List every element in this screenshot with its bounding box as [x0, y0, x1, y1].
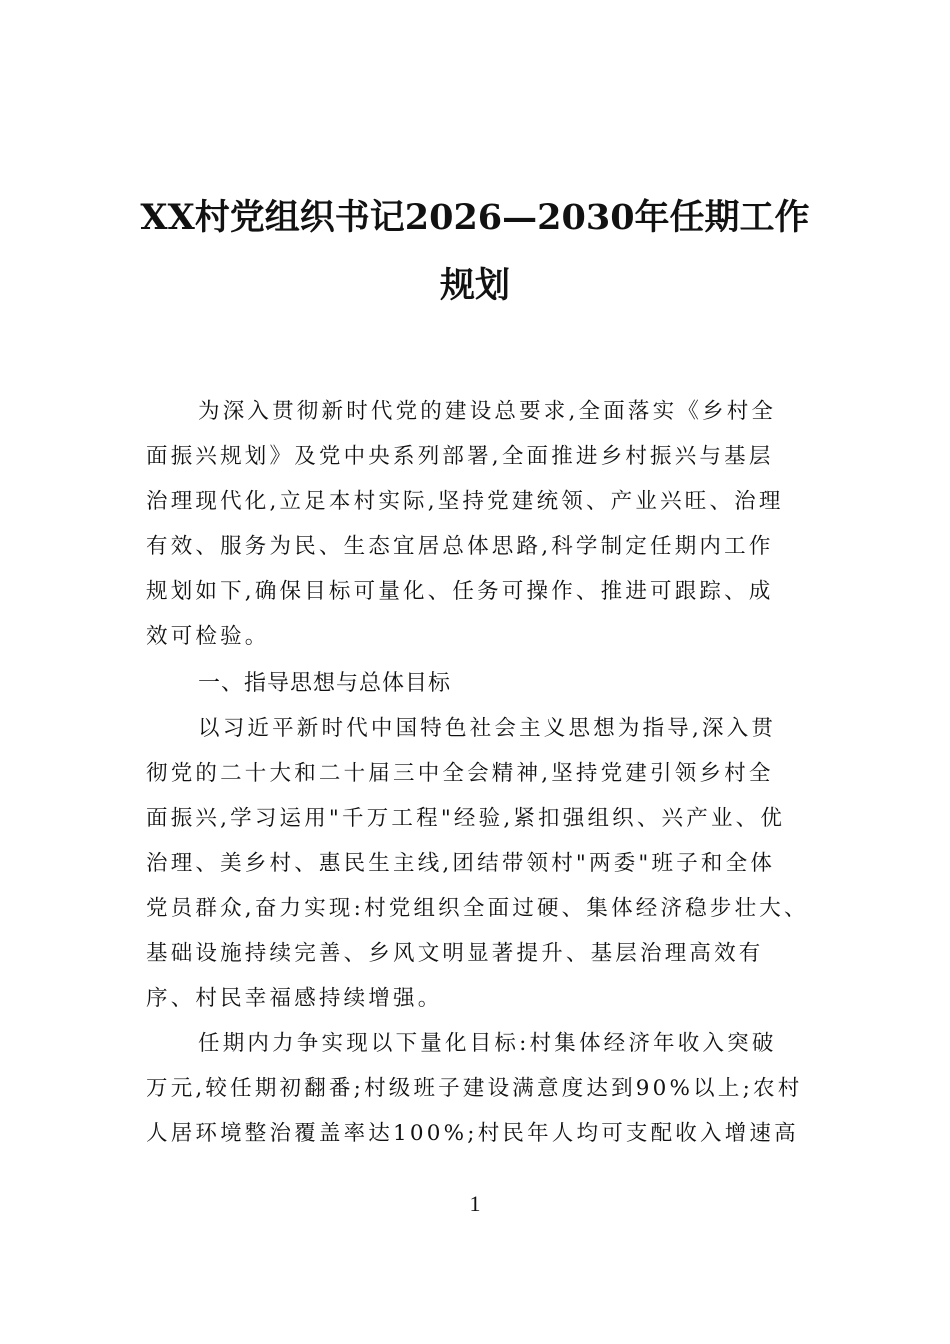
paragraph-line: 治理、美乡村、惠民生主线,团结带领村"两委"班子和全体 [146, 851, 776, 876]
paragraph-line: 任期内力争实现以下量化目标:村集体经济年收入突破 [198, 1031, 777, 1056]
document-title-line-2: 规划 [439, 265, 510, 306]
paragraph-line: 为深入贯彻新时代党的建设总要求,全面落实《乡村全 [198, 399, 777, 424]
paragraph-line: 彻党的二十大和二十届三中全会精神,坚持党建引领乡村全 [146, 761, 774, 786]
section-heading: 一、指导思想与总体目标 [198, 671, 452, 696]
paragraph-line: 万元,较任期初翻番;村级班子建设满意度达到90%以上;农村 [146, 1076, 803, 1101]
paragraph-line: 序、村民幸福感持续增强。 [146, 986, 443, 1011]
paragraph-line: 面振兴,学习运用"千万工程"经验,紧扣强组织、兴产业、优 [146, 806, 786, 831]
paragraph-line: 规划如下,确保目标可量化、任务可操作、推进可跟踪、成 [146, 579, 774, 604]
paragraph-line: 面振兴规划》及党中央系列部署,全面推进乡村振兴与基层 [146, 444, 774, 469]
paragraph-line: 以习近平新时代中国特色社会主义思想为指导,深入贯 [198, 716, 777, 741]
document-title-line-1: XX村党组织书记2026—2030年任期工作 [140, 197, 810, 238]
paragraph-line: 治理现代化,立足本村实际,坚持党建统领、产业兴旺、治理 [146, 489, 784, 514]
paragraph-line: 基础设施持续完善、乡风文明显著提升、基层治理高效有 [146, 941, 764, 966]
paragraph-line: 效可检验。 [146, 624, 270, 649]
paragraph-line: 人居环境整治覆盖率达100%;村民年人均可支配收入增速高 [146, 1121, 799, 1146]
page-number: 1 [469, 1191, 481, 1216]
paragraph-line: 有效、服务为民、生态宜居总体思路,科学制定任期内工作 [146, 534, 774, 559]
paragraph-line: 党员群众,奋力实现:村党组织全面过硬、集体经济稳步壮大、 [146, 896, 809, 921]
